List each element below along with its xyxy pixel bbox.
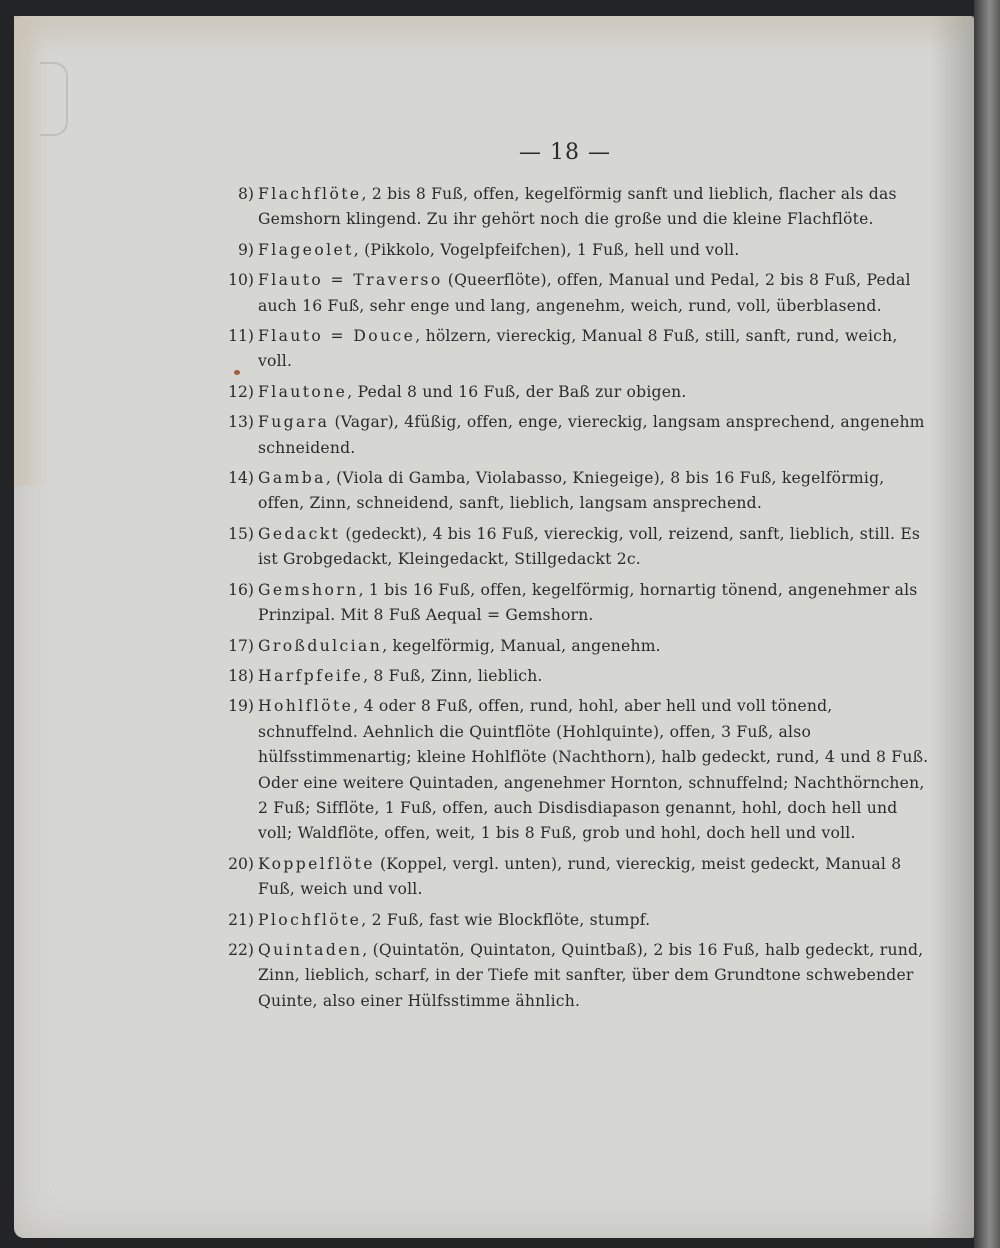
entry-term: Gamba	[258, 469, 326, 488]
list-item	[220, 380, 930, 405]
list-item	[220, 664, 930, 689]
list-item	[220, 268, 930, 319]
list-item	[220, 238, 930, 263]
entry-text: , (Quintatön, Quintaton, Quintbaß), 2 bis 16 Fuß, halb gedeckt, rund, Zinn, lieblich, scharf, in der Tiefe mit sanfter, über dem Grundtone schwebender Quinte, also einer Hülfsstimme ähnlich.	[258, 940, 924, 1010]
entry-text: (Koppel, vergl. unten), rund, viereckig, meist gedeckt, Manual 8 Fuß, weich und voll.	[258, 854, 902, 899]
entry-term: Plochflöte	[258, 910, 362, 929]
entry-term: Hohlflöte	[258, 697, 354, 716]
entry-text: , 2 Fuß, fast wie Blockflöte, stumpf.	[361, 910, 651, 929]
list-item	[220, 694, 930, 846]
entry-number: 11)	[228, 327, 254, 346]
entry-term: Quintaden	[258, 940, 363, 959]
entry-text: , 1 bis 16 Fuß, offen, kegelförmig, hornartig tönend, angenehmer als Prinzipal. Mit 8 Fuß Aequal = Gemshorn.	[258, 580, 918, 625]
entry-text: , 2 bis 8 Fuß, offen, kegelförmig sanft und lieblich, flacher als das Gemshorn klingend. Zu ihr gehört noch die große und die kleine Flachflöte.	[258, 185, 897, 229]
entry-text: , Pedal 8 und 16 Fuß, der Baß zur obigen.	[347, 382, 687, 401]
entry-term: Flageolet	[258, 240, 354, 259]
binding-shadow	[930, 16, 974, 1238]
entry-number: 8)	[237, 185, 254, 203]
entry-text: , 4 oder 8 Fuß, offen, rund, hohl, aber hell und voll tönend, schnuffelnd. Aehnlich die Quintflöte (Hohlquinte), offen, 3 Fuß, also hülfsstimmenartig; kleine Hohlflöte (Nachthorn), halb gedeckt, rund, 4 und 8 Fuß. Oder eine weitere Quintaden, angenehmer Hornton, schnuffelnd; Nachthörnchen, 2 Fuß; Sifflöte, 1 Fuß, offen, auch Disdisdiapason genannt, hohl, doch hell und voll; Waldflöte, offen, weit, 1 bis 8 Fuß, grob und hohl, doch hell und voll.	[258, 697, 929, 843]
list-item	[220, 634, 930, 659]
entry-term: Koppelflöte	[258, 854, 375, 873]
entry-number: 10)	[228, 271, 254, 290]
entry-text: (gedeckt), 4 bis 16 Fuß, viereckig, voll, reizend, sanft, lieblich, still. Es ist Grobgedackt, Kleingedackt, Stillgedackt 2c.	[258, 524, 921, 569]
entry-term: Großdulcian	[258, 636, 383, 655]
organ-stop-list	[220, 182, 930, 1019]
paper-clip-mark	[40, 62, 68, 136]
list-item	[220, 522, 930, 573]
entry-number: 22)	[228, 940, 254, 959]
list-item	[220, 324, 930, 375]
entry-number: 18)	[228, 666, 254, 685]
list-item	[220, 182, 930, 233]
entry-text: , (Viola di Gamba, Violabasso, Kniegeige), 8 bis 16 Fuß, kegelförmig, offen, Zinn, schneidend, sanft, lieblich, langsam ansprechend.	[258, 469, 885, 513]
entry-number: 21)	[228, 910, 254, 929]
entry-term: Harfpfeife	[258, 666, 364, 685]
entry-term: Flauto = Traverso	[258, 271, 443, 290]
entry-term: Flautone	[258, 382, 348, 401]
entry-text: , (Pikkolo, Vogelpfeifchen), 1 Fuß, hell und voll.	[353, 240, 740, 259]
page-number: — 18 —	[519, 140, 611, 165]
entry-text: (Queerflöte), offen, Manual und Pedal, 2 bis 8 Fuß, Pedal auch 16 Fuß, sehr enge und lang, angenehm, weich, rund, voll, überblasend.	[258, 271, 911, 315]
entry-text: , kegelförmig, Manual, angenehm.	[382, 636, 661, 655]
entry-number: 16)	[228, 580, 254, 599]
list-item	[220, 466, 930, 517]
list-item	[220, 852, 930, 903]
entry-number: 9)	[237, 240, 254, 259]
entry-term: Gemshorn	[258, 580, 359, 599]
entry-term: Flachflöte	[258, 185, 362, 203]
entry-number: 13)	[228, 413, 254, 432]
list-item	[220, 410, 930, 461]
entry-text: (Vagar), 4füßig, offen, enge, viereckig, langsam ansprechend, angenehm schneidend.	[258, 413, 925, 457]
next-page-edge	[974, 0, 1000, 1248]
list-item	[220, 578, 930, 629]
entry-number: 14)	[228, 469, 254, 488]
entry-number: 19)	[228, 697, 254, 716]
list-item	[220, 938, 930, 1014]
entry-number: 17)	[228, 636, 254, 655]
entry-text: , 8 Fuß, Zinn, lieblich.	[363, 666, 543, 685]
page-top-edge	[14, 16, 974, 50]
entry-text: , hölzern, viereckig, Manual 8 Fuß, still, sanft, rund, weich, voll.	[258, 327, 898, 371]
entry-number: 15)	[228, 524, 254, 543]
entry-number: 12)	[228, 382, 254, 401]
entry-term: Fugara	[258, 413, 330, 432]
list-item	[220, 908, 930, 933]
entry-term: Flauto = Douce	[258, 327, 416, 346]
entry-number: 20)	[228, 854, 254, 873]
entry-term: Gedackt	[258, 524, 341, 543]
